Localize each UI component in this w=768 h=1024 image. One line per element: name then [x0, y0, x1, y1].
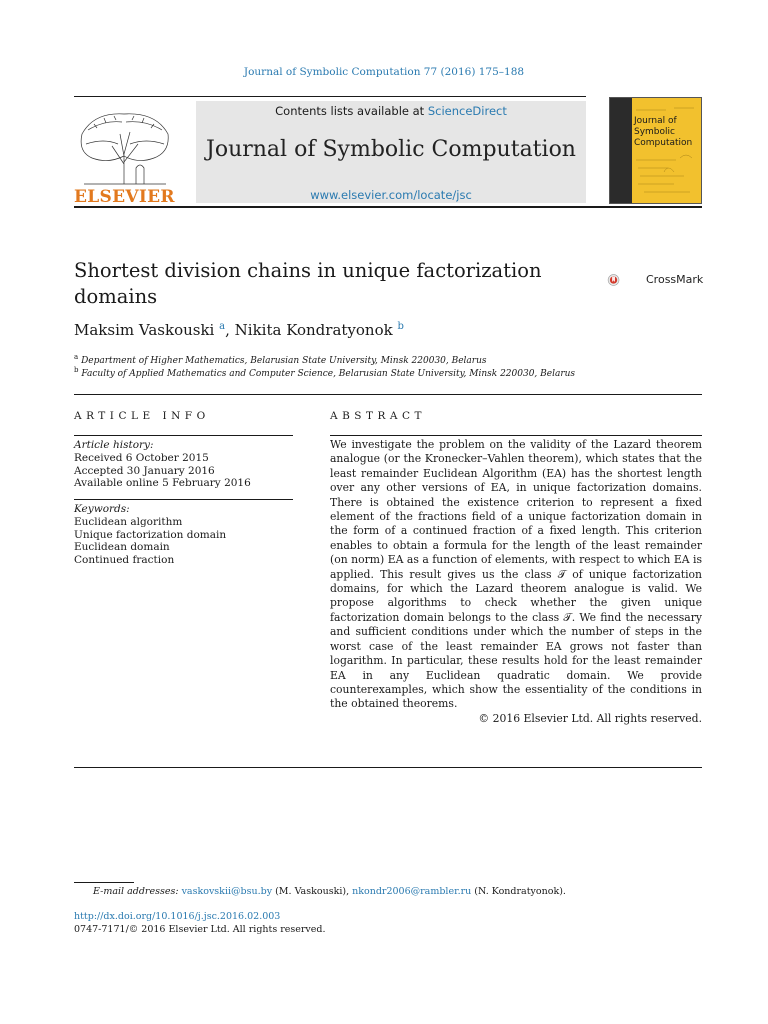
- keyword: Euclidean algorithm: [74, 515, 183, 528]
- affiliation-text: Department of Higher Mathematics, Belarusian State University, Minsk 220030, Belarus: [81, 356, 487, 366]
- keywords-label: Keywords:: [74, 503, 130, 515]
- abstract-heading: ABSTRACT: [330, 410, 427, 422]
- history-received: Received 6 October 2015: [74, 451, 209, 464]
- contents-prefix: Contents lists available at: [275, 104, 428, 118]
- history-accepted: Accepted 30 January 2016: [74, 464, 215, 477]
- contents-line: [196, 104, 586, 118]
- elsevier-wordmark: ELSEVIER: [74, 187, 175, 207]
- article-history: [74, 439, 294, 490]
- author-name: Maksim Vaskouski: [74, 321, 215, 339]
- journal-url-link[interactable]: www.elsevier.com/locate/jsc: [310, 188, 472, 202]
- author-separator: ,: [225, 321, 235, 339]
- abstract-text: We investigate the problem on the validity of the Lazard theorem analogue (or the Kronecker–Vahlen theorem), which states that the least remainder Euclidean Algorithm (EA) has the shortest length over any other versions of EA, in unique factorization domains. There is obtained the existence criterion to represent a fixed element of the fractions field of a unique factorization domain in the form of a continued fraction of a fixed length. This criterion enables to obtain a formula for the length of the least remainder (on norm) EA as a function of elements, with respect to which EA is applied. This result gives us the class 𝒯 of unique factorization domains, for which the Lazard theorem analogue is valid. We propose algorithms to check whether the given unique factorization domain belongs to the class 𝒯. We find the necessary and sufficient conditions under which the number of steps in the worst case of the least remainder EA grows not faster than logarithm. In particular, these results hold for the least remainder EA in any Euclidean quadratic domain. We provide counterexamples, which show the essentiality of the conditions in the obtained theorems.: [330, 438, 702, 711]
- article-info-rule: [74, 435, 293, 436]
- author-list: [74, 321, 404, 339]
- footnote-rule: [74, 882, 134, 883]
- header-bottom-rule: [74, 206, 702, 208]
- email-link-vaskouski[interactable]: vaskovskii@bsu.by: [181, 886, 273, 897]
- cover-title: Journal of Symbolic Computation: [634, 116, 693, 148]
- journal-cover-image: [609, 97, 702, 204]
- author-name: Nikita Kondratyonok: [234, 321, 393, 339]
- history-online: Available online 5 February 2016: [74, 477, 251, 490]
- email-link-kondratyonok[interactable]: nkondr2006@rambler.ru: [352, 886, 472, 897]
- keyword: Euclidean domain: [74, 541, 170, 554]
- paper-title: Shortest division chains in unique factorization domains: [74, 259, 542, 308]
- affiliation-mark: b: [74, 366, 79, 374]
- affiliation-b: [74, 366, 575, 379]
- affiliation-mark: a: [74, 353, 79, 361]
- email-owner: (M. Vaskouski),: [272, 886, 353, 897]
- email-footnote: [93, 886, 566, 897]
- issn-copyright: 0747-7171/© 2016 Elsevier Ltd. All rights reserved.: [74, 924, 326, 935]
- doi-link[interactable]: http://dx.doi.org/10.1016/j.jsc.2016.02.003: [74, 911, 281, 922]
- affiliation-a: [74, 353, 487, 366]
- keywords-rule: [74, 499, 293, 500]
- affiliation-text: Faculty of Applied Mathematics and Computer Science, Belarusian State University, Minsk 220030, Belarus: [81, 369, 576, 379]
- author-affil-mark[interactable]: b: [397, 321, 404, 332]
- article-info-heading: ARTICLE INFO: [74, 410, 210, 422]
- sciencedirect-link[interactable]: ScienceDirect: [427, 104, 507, 118]
- author-affil-mark[interactable]: a: [219, 321, 226, 332]
- abstract-copyright: © 2016 Elsevier Ltd. All rights reserved.: [478, 712, 702, 725]
- section-top-rule: [74, 394, 702, 395]
- abstract-rule: [330, 435, 702, 436]
- journal-title: Journal of Symbolic Computation: [206, 137, 576, 162]
- email-label: E-mail addresses:: [93, 886, 179, 897]
- email-owner: (N. Kondratyonok).: [471, 886, 566, 897]
- crossmark-icon[interactable]: [607, 263, 647, 297]
- journal-reference[interactable]: Journal of Symbolic Computation 77 (2016) 175–188: [243, 66, 525, 78]
- crossmark-label[interactable]: CrossMark: [646, 273, 704, 286]
- keyword: Unique factorization domain: [74, 528, 227, 541]
- cover-strip: [610, 98, 632, 203]
- article-history-label: Article history:: [74, 439, 154, 451]
- keyword: Continued fraction: [74, 554, 175, 567]
- keywords-block: [74, 503, 294, 567]
- header-top-rule: [74, 96, 586, 97]
- section-bottom-rule: [74, 767, 702, 768]
